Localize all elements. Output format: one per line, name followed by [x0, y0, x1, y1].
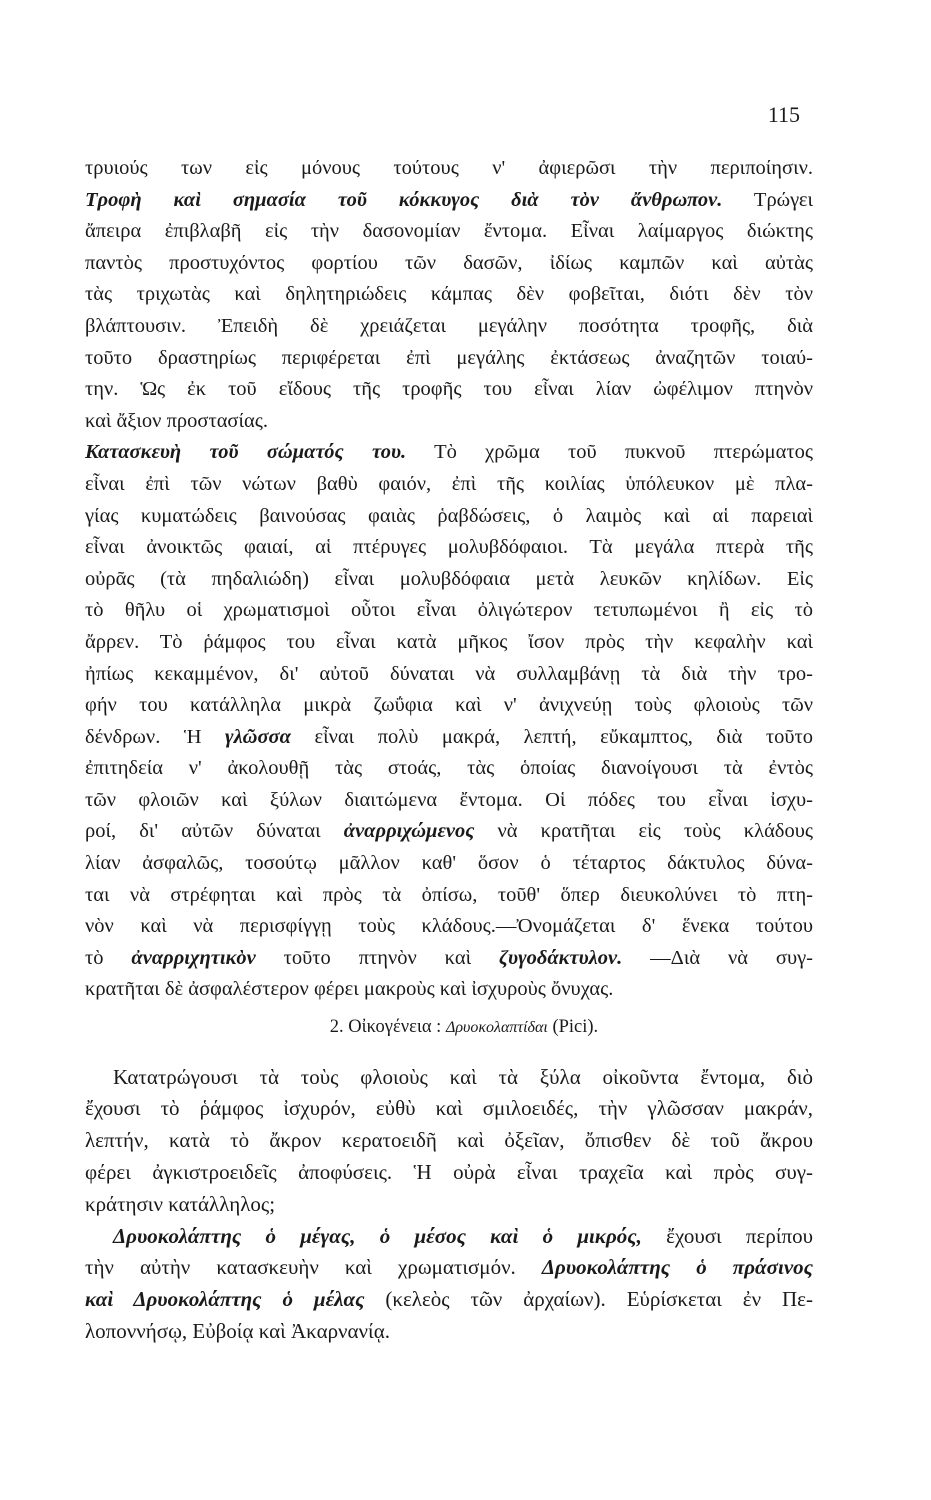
- text-line: εἶναι ἐπὶ τῶν νώτων βαθὺ φαιόν, ἐπὶ τῆς κοιλίας ὑπόλευκον μὲ πλα-: [85, 472, 813, 495]
- text-line: φήν του κατάλληλα μικρὰ ζωΰφια καὶ ν' ἀνιχνεύῃ τοὺς φλοιοὺς τῶν: [85, 694, 813, 717]
- text-line: [85, 185, 813, 217]
- text-line: λοποννήσῳ, Εὐβοίᾳ καὶ Ἀκαρνανίᾳ.: [85, 1319, 390, 1343]
- text-fragment: ἔχουσι περίπου: [641, 1223, 813, 1248]
- text-line: την. Ὡς ἐκ τοῦ εἴδους τῆς τροφῆς του εἶναι λίαν ὠφέλιμον πτηνὸν: [85, 378, 813, 401]
- text-line: νὸν καὶ νὰ περισφίγγῃ τοὺς κλάδους.—Ὀνομάζεται δ' ἕνεκα τούτου: [85, 915, 813, 938]
- text-line: [85, 1252, 813, 1284]
- bold-term: ὁ μέγας, ὁ μέσος καὶ ὁ μικρός,: [241, 1223, 642, 1248]
- page-body: [85, 153, 813, 1348]
- text-line: οὐρᾶς (τὰ πηδαλιώδη) εἶναι μολυβδόφαια μετὰ λευκῶν κηλίδων. Εἰς: [85, 567, 813, 590]
- text-line: γίας κυματώδεις βαινούσας φαιὰς ῥαβδώσεις, ὁ λαιμὸς καὶ αἱ παρειαὶ: [85, 504, 813, 527]
- text-line: λίαν ἀσφαλῶς, τοσούτῳ μᾶλλον καθ' ὅσον ὁ τέταρτος δάκτυλος δύνα-: [85, 852, 813, 875]
- text-line: [85, 722, 813, 754]
- bold-term: ἀναρριχητικὸν: [131, 946, 256, 969]
- text-fragment: τὴν αὐτὴν κατασκευὴν καὶ χρωματισμόν.: [85, 1255, 542, 1280]
- text-line: εἶναι ἀνοικτῶς φαιαί, αἱ πτέρυγες μολυβδόφαιοι. Τὰ μεγάλα πτερὰ τῆς: [85, 536, 813, 559]
- text-line: ἄπειρα ἐπιβλαβῆ εἰς τὴν δασονομίαν ἔντομα. Εἶναι λαίμαργος διώκτης: [85, 220, 813, 243]
- bold-term: Δρυοκολάπτης: [113, 1223, 242, 1248]
- page-number: 115: [767, 102, 800, 127]
- text-fragment: ροί, δι' αὐτῶν δύναται: [85, 820, 344, 843]
- text-line: ται νὰ στρέφηται καὶ πρὸς τὰ ὀπίσω, τοῦθ' ὅπερ διευκολύνει τὸ πτη-: [85, 883, 813, 906]
- bold-term: Δρυοκολάπτης ὁ πράσινος: [541, 1255, 813, 1280]
- text-fragment: νὰ κρατῆται εἰς τοὺς κλάδους: [474, 820, 813, 843]
- text-line: τρυιούς των εἰς μόνους τούτους ν' ἀφιερῶσι τὴν περιποίησιν.: [85, 157, 813, 179]
- text-line: λεπτήν, κατὰ τὸ ἄκρον κερατοειδῆ καὶ ὀξεῖαν, ὄπισθεν δὲ τοῦ ἄκρου: [85, 1128, 813, 1153]
- text-fragment: εἶναι πολὺ μακρά, λεπτή, εὔκαμπτος, διὰ τοῦτο: [290, 725, 813, 748]
- text-line: ἐπιτηδεία ν' ἀκολουθῇ τὰς στοάς, τὰς ὁποίας διανοίγουσι τὰ ἐντὸς: [85, 757, 813, 780]
- text-line: ἠπίως κεκαμμένον, δι' αὐτοῦ δύναται νὰ συλλαμβάνῃ τὰ διὰ τὴν τρο-: [85, 662, 813, 685]
- text-fragment: δένδρων.: [85, 725, 161, 748]
- bold-heading: Κατασκευὴ τοῦ σώματός του.: [85, 441, 407, 464]
- text-line: τὸ θῆλυ οἱ χρωματισμοὶ οὗτοι εἶναι ὀλιγώτερον τετυπωμένοι ἢ εἰς τὸ: [85, 599, 813, 622]
- text-line: [85, 1221, 813, 1253]
- text-line: φέρει ἀγκιστροειδεῖς ἀποφύσεις. Ἡ οὐρὰ εἶναι τραχεῖα καὶ πρὸς συγ-: [85, 1160, 813, 1185]
- bold-heading: Τροφὴ καὶ σημασία τοῦ κόκκυγος διὰ τὸν ἄνθρωπον.: [85, 188, 723, 211]
- text-line: κράτησιν κατάλληλος;: [85, 1191, 276, 1216]
- text-fragment: Τὸ χρῶμα τοῦ πυκνοῦ πτερώματος: [406, 441, 813, 464]
- section-latin: (Pici).: [552, 1017, 599, 1038]
- text-line: ἔχουσι τὸ ῥάμφος ἰσχυρόν, εὐθὺ καὶ σμιλοειδές, τὴν γλῶσσαν μακράν,: [85, 1096, 813, 1121]
- section-heading: [85, 1012, 813, 1044]
- text-fragment: —Διὰ νὰ συγ-: [622, 946, 813, 969]
- text-line: ἄρρεν. Τὸ ῥάμφος του εἶναι κατὰ μῆκος ἴσον πρὸς τὴν κεφαλὴν καὶ: [85, 630, 813, 653]
- text-line: [85, 1284, 813, 1316]
- text-line: [85, 437, 813, 469]
- text-fragment: (κελεὸς τῶν ἀρχαίων). Εὑρίσκεται ἐν Πε-: [364, 1287, 813, 1312]
- text-line: [85, 943, 813, 975]
- bold-term: ζυγοδάκτυλον.: [498, 946, 623, 969]
- bold-term: καὶ Δρυοκολάπτης ὁ μέλας: [85, 1287, 365, 1312]
- text-line: Κατατρώγουσι τὰ τοὺς φλοιοὺς καὶ τὰ ξύλα οἰκοῦντα ἔντομα, διὸ: [113, 1064, 813, 1089]
- text-fragment: Τρώγει: [753, 188, 813, 211]
- text-line: τοῦτο δραστηρίως περιφέρεται ἐπὶ μεγάλης ἐκτάσεως ἀναζητῶν τοιαύ-: [85, 346, 813, 369]
- text-line: τῶν φλοιῶν καὶ ξύλων διαιτώμενα ἔντομα. Οἱ πόδες του εἶναι ἰσχυ-: [85, 788, 813, 811]
- paragraph: [85, 1062, 813, 1348]
- bold-term: γλῶσσα: [225, 725, 291, 748]
- text-fragment: τοῦτο πτηνὸν καὶ: [255, 946, 499, 969]
- section-family: Δρυοκολαπτίδαι: [445, 1019, 548, 1037]
- text-line: τὰς τριχωτὰς καὶ δηλητηριώδεις κάμπας δὲν φοβεῖται, διότι δὲν τὸν: [85, 283, 813, 306]
- bold-term: ἀναρριχώμενος: [343, 820, 475, 843]
- text-line: βλάπτουσιν. Ἐπειδὴ δὲ χρειάζεται μεγάλην ποσότητα τροφῆς, διὰ: [85, 314, 813, 337]
- text-line: παντὸς προστυχόντος φορτίου τῶν δασῶν, ἰδίως καμπῶν καὶ αὐτὰς: [85, 251, 813, 274]
- text-fragment: Ἡ: [160, 725, 226, 748]
- text-line: κρατῆται δὲ ἀσφαλέστερον φέρει μακροὺς καὶ ἰσχυροὺς ὄνυχας.: [85, 978, 614, 1001]
- text-line: [85, 816, 813, 848]
- text-fragment: τὸ: [85, 946, 132, 969]
- text-line: καὶ ἄξιον προστασίας.: [85, 409, 268, 432]
- section-label: 2. Οἰκογένεια :: [329, 1017, 442, 1038]
